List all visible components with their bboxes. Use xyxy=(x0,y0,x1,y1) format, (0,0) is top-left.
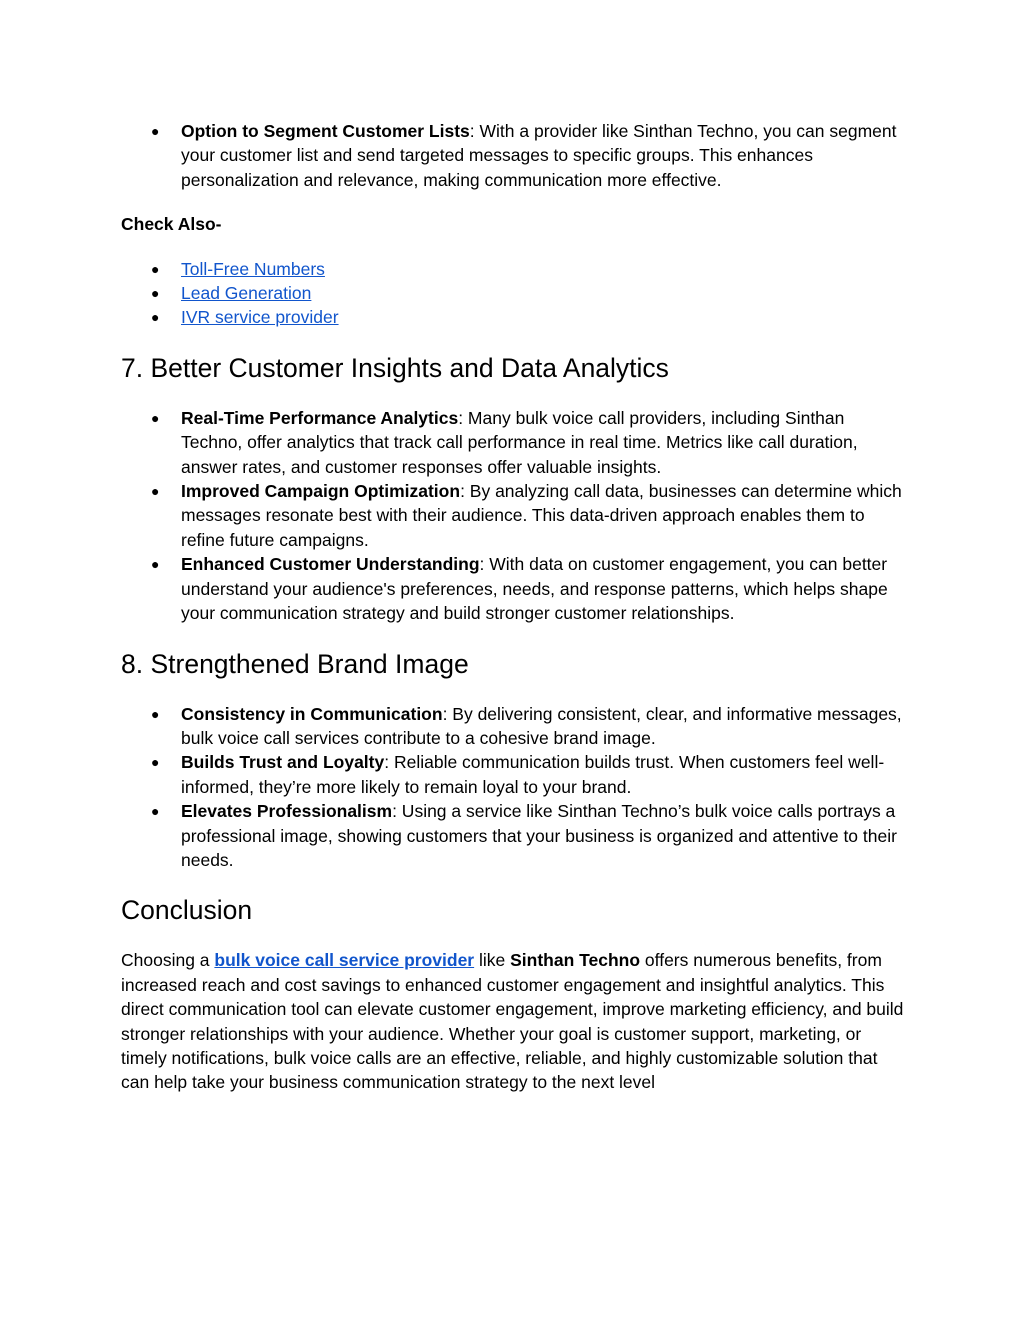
bullet-icon: ● xyxy=(151,483,160,500)
list-item xyxy=(121,305,904,329)
bullet-icon: ● xyxy=(151,123,160,139)
bullet-icon: ● xyxy=(151,556,160,573)
bullet-icon: ● xyxy=(151,705,160,722)
list-item xyxy=(121,799,904,872)
brand-name: Sinthan Techno xyxy=(510,950,641,971)
section-8-heading: 8. Strengthened Brand Image xyxy=(121,648,469,679)
check-also-label: Check Also- xyxy=(121,214,222,235)
intro-list xyxy=(121,119,904,192)
bullet-icon: ● xyxy=(151,409,160,426)
item-title: Enhanced Customer Understanding xyxy=(181,554,480,575)
conclusion-mid: like xyxy=(474,950,511,971)
list-item xyxy=(121,281,904,305)
bullet-icon: ● xyxy=(151,754,160,771)
section-7-list xyxy=(121,406,904,626)
item-title: Improved Campaign Optimization xyxy=(181,481,461,502)
item-text: : Reliable communication builds trust. When customers feel well-informed, they’re more likely to remain loyal to your brand. xyxy=(181,752,885,797)
bullet-icon: ● xyxy=(151,803,160,820)
conclusion-paragraph xyxy=(121,948,904,1094)
bullet-icon: ● xyxy=(151,285,160,302)
item-text: : Using a service like Sinthan Techno’s bulk voice calls portrays a professional image, showing customers that your business is organized and attentive to their needs. xyxy=(181,801,897,870)
list-item xyxy=(121,479,904,552)
check-also-list xyxy=(121,257,904,330)
item-title: Consistency in Communication xyxy=(181,703,443,724)
conclusion-heading: Conclusion xyxy=(121,895,253,926)
item-title: Builds Trust and Loyalty xyxy=(181,752,385,773)
list-item xyxy=(121,406,904,479)
conclusion-prefix: Choosing a xyxy=(121,950,215,971)
item-text: : With a provider like Sinthan Techno, you can segment your customer list and send targeted messages to specific groups. This enhances personalization and relevance, making communication more effective. xyxy=(181,121,897,190)
item-text: : By delivering consistent, clear, and informative messages, bulk voice call services contribute to a cohesive brand image. xyxy=(181,703,902,748)
list-item xyxy=(121,750,904,799)
list-item xyxy=(121,119,904,192)
list-item xyxy=(121,257,904,281)
item-text: : By analyzing call data, businesses can determine which messages resonate best with their audience. This data-driven approach enables them to refine future campaigns. xyxy=(181,481,902,550)
item-title: Elevates Professionalism xyxy=(181,801,393,822)
section-7-heading: 7. Better Customer Insights and Data Analytics xyxy=(121,352,669,383)
item-text: : Many bulk voice call providers, including Sinthan Techno, offer analytics that track call performance in real time. Metrics like call duration, answer rates, and customer responses offer valuable insights. xyxy=(181,407,858,477)
bullet-icon: ● xyxy=(151,309,160,326)
link-toll-free-numbers[interactable]: Toll-Free Numbers xyxy=(181,258,325,279)
section-8-list xyxy=(121,702,904,873)
list-item xyxy=(121,702,904,751)
link-ivr-service-provider[interactable]: IVR service provider xyxy=(181,307,339,328)
conclusion-rest: offers numerous benefits, from increased reach and cost savings to enhanced customer engagement and insightful analytics. This direct communication tool can elevate customer engagement, improve marketing efficiency, and build stronger relationships with your audience. Whether your goal is customer support, marketing, or timely notifications, bulk voice calls are an effective, reliable, and highly customizable solution that can help take your business communication strategy to the next level xyxy=(121,950,904,1093)
item-title: Real-Time Performance Analytics xyxy=(181,407,459,428)
item-title: Option to Segment Customer Lists xyxy=(181,121,470,141)
bullet-icon: ● xyxy=(151,260,160,277)
link-lead-generation[interactable]: Lead Generation xyxy=(181,283,312,304)
link-bulk-voice-call-service-provider[interactable]: bulk voice call service provider xyxy=(214,950,475,971)
list-item xyxy=(121,552,904,625)
item-text: : With data on customer engagement, you can better understand your audience's preferences, needs, and response patterns, which helps shape your communication strategy and build stronger customer relationships. xyxy=(181,554,888,624)
